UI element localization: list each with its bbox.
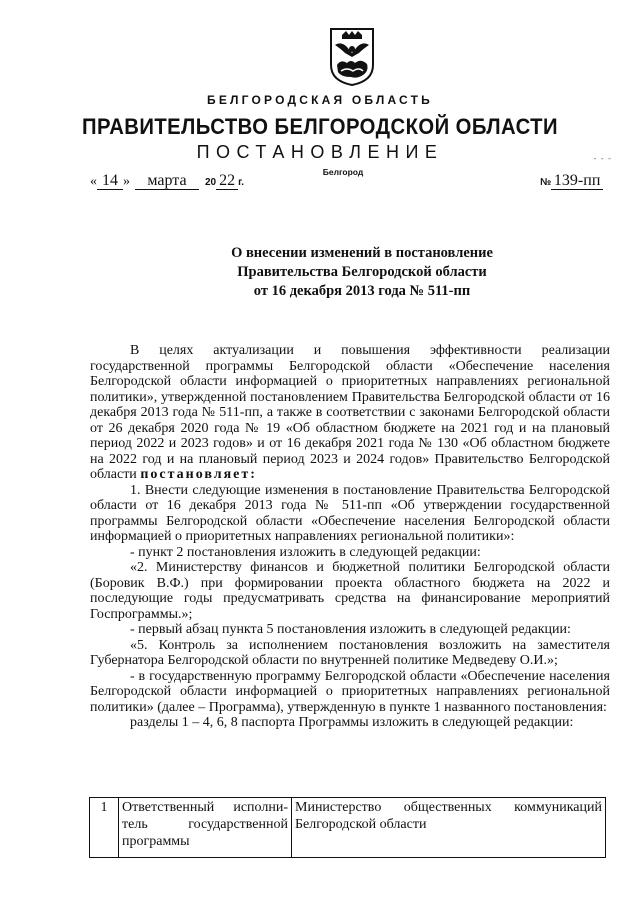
document-type: ПОСТАНОВЛЕНИЕ [196, 142, 444, 162]
passport-table [89, 797, 606, 858]
document-number [540, 173, 603, 190]
margin-marks: - - - [593, 153, 612, 163]
row-value: Министерство общественных коммуникаций Белгородской области [292, 798, 606, 858]
date-year [205, 173, 244, 190]
number-label: № [540, 177, 552, 188]
title-line-2: Правительства Белгородской области [237, 264, 487, 280]
resolve-word: постановляет: [140, 467, 257, 482]
region-name: БЕЛГОРОДСКАЯ ОБЛАСТЬ [207, 93, 433, 107]
year-unit: г. [238, 177, 245, 188]
title-line-3: от 16 декабря 2013 года № 511-пп [253, 283, 471, 299]
government-name: ПРАВИТЕЛЬСТВО БЕЛГОРОДСКОЙ ОБЛАСТИ [82, 114, 558, 139]
document-title [0, 244, 640, 301]
date-day [90, 173, 130, 190]
paragraph-6: - в государственную программу Белгородской области «Обеспечение населения Белгородской области информацией о приоритетных направлениях региональной политики» (далее – Программа), утвержденную в пункте 1 названного постановления: [90, 668, 610, 715]
preamble-text: В целях актуализации и повышения эффективности реализации государственной программы Белгородской области «Обеспечение населения Белгородской области информацией о приоритетных направлениях региональной политики», утвержденной постановлением Правительства Белгородской области от 16 декабря 2013 года № 511-пп, а также в соответствии с законами Белгородской области от 26 декабря 2020 года № 19 «Об областном бюджете на 2021 год и на плановый период 2022 и 2023 годов» и от 16 декабря 2021 года № 130 «Об областном бюджете на 2022 год и на плановый период 2023 и 2024 годов» Правительство Белгородской области [90, 343, 610, 482]
document-body [90, 343, 610, 731]
title-line-1: О внесении изменений в постановление [231, 245, 493, 261]
month-value: марта [135, 173, 199, 190]
close-quote: » [123, 174, 130, 189]
row-label: Ответственный исполни-тель государственной программы [119, 798, 292, 858]
number-value: 139-пп [551, 173, 603, 190]
paragraph-4: - первый абзац пункта 5 постановления изложить в следующей редакции: [130, 622, 571, 637]
paragraph-3: «2. Министерству финансов и бюджетной политики Белгородской области (Боровик В.Ф.) при формировании проекта областного бюджета на 2022 и последующие годы предусматривать средства на финансирование мероприятий Госпрограммы.»; [90, 560, 610, 622]
paragraph-5: «5. Контроль за исполнением постановления возложить на заместителя Губернатора Белгородской области по внутренней политике Медведеву О.И.»; [90, 637, 610, 668]
date-month [135, 173, 199, 190]
paragraph-1: 1. Внести следующие изменения в постановление Правительства Белгородской области от 16 декабря 2013 года № 511-пп «Об утверждении государственной программы Белгородской области «Обеспечение населения Белгородской области информацией о приоритетных направлениях региональной политики»: [90, 482, 610, 544]
coat-of-arms-icon [329, 27, 375, 87]
day-value: 14 [97, 173, 123, 190]
paragraph-7: разделы 1 – 4, 6, 8 паспорта Программы изложить в следующей редакции: [130, 715, 574, 730]
year-suffix: 22 [216, 173, 238, 190]
year-prefix: 20 [205, 177, 217, 188]
paragraph-preamble [90, 343, 610, 483]
row-number: 1 [90, 798, 119, 858]
city-name: Белгород [322, 167, 364, 177]
table-row [90, 798, 606, 858]
paragraph-2: - пункт 2 постановления изложить в следующей редакции: [130, 544, 481, 560]
open-quote: « [90, 174, 97, 189]
